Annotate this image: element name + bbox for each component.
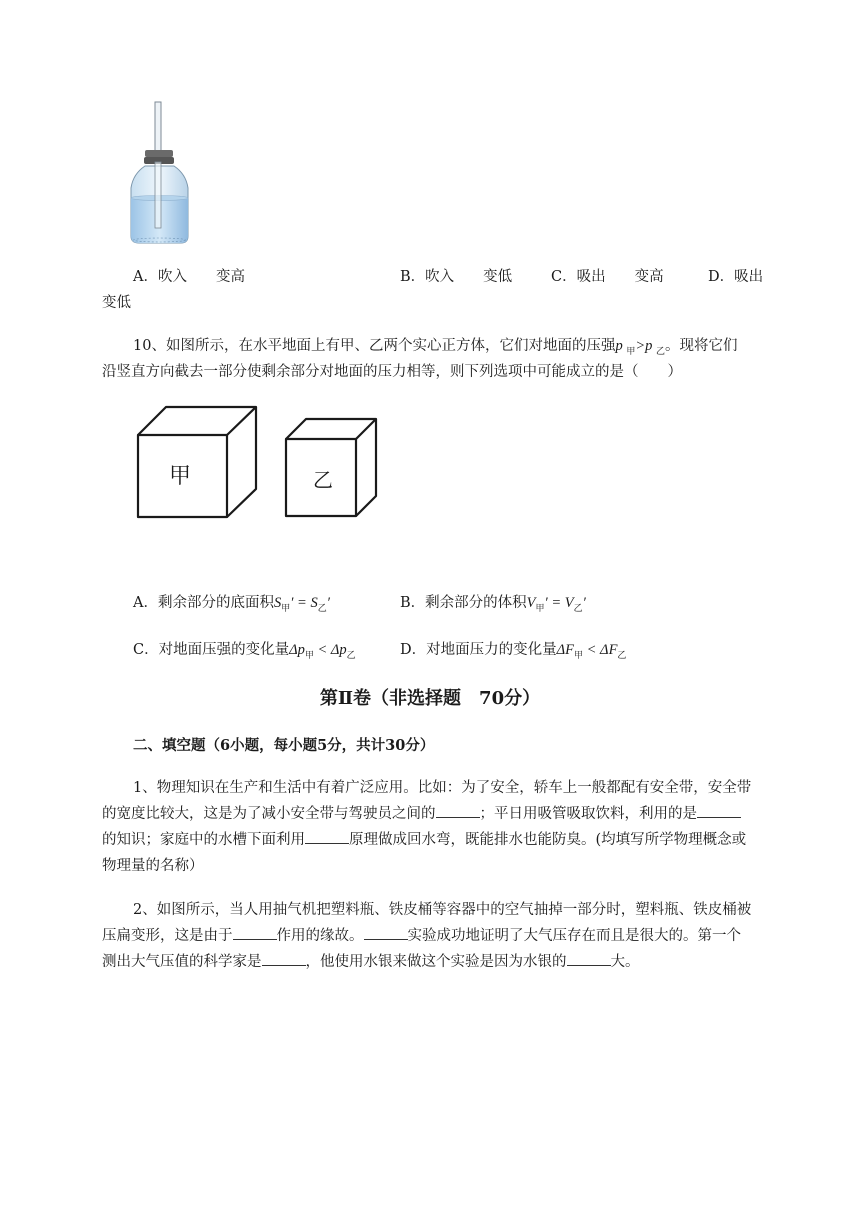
f2-line3: 测出大气压值的科学家是 ，他使用水银来做这个实验是因为水银的 大。	[102, 949, 802, 975]
f1-blank-1[interactable]	[436, 803, 480, 818]
q10-option-b: B．剩余部分的体积$V_甲' = V_乙'$	[400, 595, 586, 613]
q10-stem-line1: 10、如图所示，在水平地面上有甲、乙两个实心正方体，它们对地面的压强p $_甲$>p $_乙$。现将它们	[133, 338, 738, 356]
cube-label-yi: 乙	[313, 468, 333, 492]
section-title: 二、填空题（6小题，每小题5分，共计30分）	[133, 737, 435, 754]
f1-blank-3[interactable]	[305, 829, 349, 844]
q9-option-a: A．吹入 变高	[133, 269, 245, 285]
f1-line3: 的知识；家庭中的水槽下面利用 原理做成回水弯，既能排水也能防臭。(均填写所学物理概念或	[102, 827, 802, 853]
cube-label-jia: 甲	[169, 464, 192, 489]
q9-option-c: C．吸出 变高	[551, 269, 664, 285]
q10-option-d: D．对地面压力的变化量$\Delta F_甲 < \Delta F_乙$	[400, 642, 627, 660]
f2-blank-4[interactable]	[567, 951, 611, 966]
f1-line2: 的宽度比较大，这是为了减小安全带与驾驶员之间的 ；平日用吸管吸取饮料，利用的是	[102, 801, 802, 827]
f2-line1: 2、如图所示，当人用抽气机把塑料瓶、铁皮桶等容器中的空气抽掉一部分时，塑料瓶、铁皮桶被	[133, 902, 752, 918]
q10-option-a: A．剩余部分的底面积$S_甲' = S_乙'$	[133, 595, 330, 613]
q10-option-a-formula: $S_甲' = S_乙'$	[273, 595, 330, 613]
part2-title: 第Ⅱ卷（非选择题 70分）	[319, 688, 541, 709]
f1-line4: 物理量的名称）	[102, 858, 204, 874]
q10-option-c: C．对地面压强的变化量$\Delta p_甲 < \Delta p_乙$	[133, 642, 356, 660]
q9-option-b: B．吹入 变低	[400, 269, 513, 285]
q9-option-d: D．吸出	[708, 269, 764, 285]
f1-blank-2[interactable]	[697, 803, 741, 818]
q10-option-b-formula: $V_甲' = V_乙'$	[526, 595, 586, 613]
f2-blank-3[interactable]	[262, 951, 306, 966]
q10-pressure-relation: p $_甲$>p $_乙$	[615, 338, 666, 356]
f1-line1: 1、物理知识在生产和生活中有着广泛应用。比如：为了安全，轿车上一般都配有安全带，安全带	[133, 780, 752, 796]
f2-line2: 压扁变形，这是由于 作用的缘故。 实验成功地证明了大气压存在而且是很大的。第一个	[102, 923, 802, 949]
f2-blank-2[interactable]	[364, 925, 408, 940]
cubes-figure	[136, 405, 388, 521]
q9-option-d-continued: 变低	[102, 295, 131, 311]
q10-option-c-formula: $\Delta p_甲 < \Delta p_乙$	[289, 642, 356, 660]
q10-option-d-formula: $\Delta F_甲 < \Delta F_乙$	[556, 642, 627, 660]
f2-blank-1[interactable]	[233, 925, 277, 940]
q10-stem-line2: 沿竖直方向截去一部分使剩余部分对地面的压力相等，则下列选项中可能成立的是（ ）	[102, 364, 682, 380]
bottle-figure	[125, 100, 195, 248]
